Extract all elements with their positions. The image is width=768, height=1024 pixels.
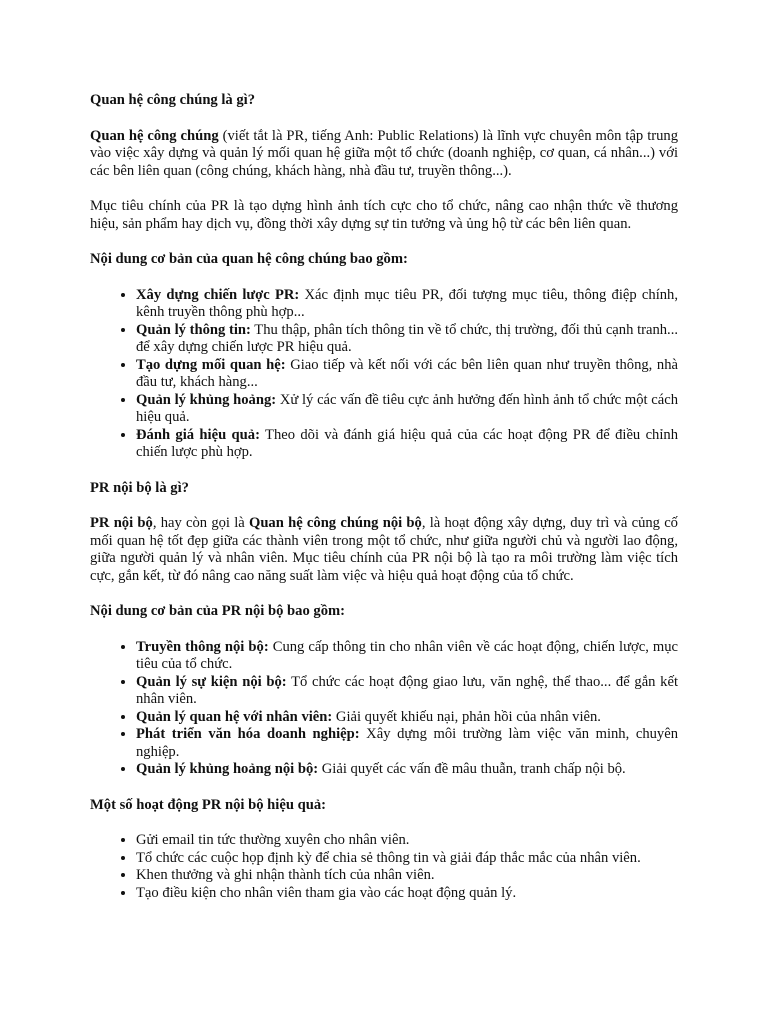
internal-pr-term: PR nội bộ	[90, 515, 153, 531]
list-item-term: Quản lý sự kiện nội bộ:	[136, 673, 287, 690]
list-item	[136, 726, 678, 761]
list-item	[136, 427, 678, 462]
list-item-term: Quản lý thông tin:	[136, 321, 251, 338]
list-item-text: Thu thập, phân tích thông tin về tổ chức, thị trường, đối thủ cạnh tranh... để xây dựng chiến lược PR hiệu quả.	[136, 321, 678, 355]
list-item	[136, 761, 678, 779]
pr-content-list	[90, 287, 678, 462]
list-item	[136, 357, 678, 392]
list-item: • Tạo điều kiện cho nhân viên tham gia vào các hoạt động quản lý.	[136, 885, 678, 903]
heading-pr-content: Nội dung cơ bản của quan hệ công chúng bao gồm:	[90, 251, 408, 267]
pr-goal-paragraph: Mục tiêu chính của PR là tạo dựng hình ảnh tích cực cho tổ chức, nâng cao nhận thức về thương hiệu, sản phẩm hay dịch vụ, đồng thời xây dựng sự tin tưởng và ủng hộ từ các bên liên quan.	[90, 198, 678, 232]
effective-activities-list	[90, 832, 678, 902]
list-item-term: Xây dựng chiến lược PR:	[136, 286, 300, 303]
pr-definition-text: (viết tắt là PR, tiếng Anh: Public Relations) là lĩnh vực chuyên môn tập trung vào việc xây dựng và quản lý mối quan hệ giữa một tổ chức (doanh nghiệp, cơ quan, cá nhân...) với các bên liên quan (công chúng, khách hàng, nhà đầu tư, truyền thông...).	[90, 127, 678, 179]
list-item-term: Phát triển văn hóa doanh nghiệp:	[136, 726, 360, 742]
internal-pr-text-b: , là hoạt động xây dựng, duy trì và củng cố mối quan hệ tốt đẹp giữa các thành viên trong một tổ chức, như giữa người chủ và người lao động, giữa người quản lý và nhân viên. Mục tiêu chính của PR nội bộ là tạo ra môi trường làm việc tích cực, gắn kết, từ đó nâng cao năng suất làm việc và hiệu quả hoạt động của tổ chức.	[90, 515, 678, 584]
list-item-term: Tạo dựng mối quan hệ:	[136, 356, 286, 373]
list-item-text: Giải quyết các vấn đề mâu thuẫn, tranh chấp nội bộ.	[318, 761, 626, 777]
list-item-term: Quản lý quan hệ với nhân viên:	[136, 708, 333, 725]
list-item: • Khen thưởng và ghi nhận thành tích của nhân viên.	[136, 867, 678, 885]
document-content	[90, 92, 678, 902]
list-item: • Gửi email tin tức thường xuyên cho nhân viên.	[136, 832, 678, 850]
list-item-text: Tổ chức các hoạt động giao lưu, văn nghệ, thể thao... để gắn kết nhân viên.	[136, 673, 678, 707]
list-item-text: Cung cấp thông tin cho nhân viên về các hoạt động, chiến lược, mục tiêu của tổ chức.	[136, 638, 679, 672]
list-item-text: Xác định mục tiêu PR, đối tượng mục tiêu, thông điệp chính, kênh truyền thông phù hợp...	[136, 286, 678, 320]
pr-term: Quan hệ công chúng	[90, 127, 219, 144]
list-item	[136, 709, 678, 727]
list-item-term: Truyền thông nội bộ:	[136, 638, 269, 655]
heading-what-is-pr: Quan hệ công chúng là gì?	[90, 92, 256, 108]
list-item-text: Xử lý các vấn đề tiêu cực ảnh hưởng đến hình ảnh tổ chức một cách hiệu quả.	[136, 391, 678, 425]
list-item-term: Đánh giá hiệu quả:	[136, 426, 260, 443]
internal-pr-text-a: , hay còn gọi là	[152, 515, 249, 531]
list-item-term: Quản lý khủng hoảng nội bộ:	[136, 761, 319, 777]
list-item-text: Giao tiếp và kết nối với các bên liên quan như truyền thông, nhà đầu tư, khách hàng...	[136, 356, 678, 390]
list-item	[136, 674, 678, 709]
list-item-text: Theo dõi và đánh giá hiệu quả của các hoạt động PR để điều chỉnh chiến lược phù hợp.	[136, 426, 679, 460]
heading-internal-pr-content: Nội dung cơ bản của PR nội bộ bao gồm:	[90, 603, 346, 619]
list-item	[136, 287, 678, 322]
heading-effective-activities: Một số hoạt động PR nội bộ hiệu quả:	[90, 796, 326, 813]
internal-pr-content-list	[90, 639, 678, 779]
list-item: • Tổ chức các cuộc họp định kỳ để chia sẻ thông tin và giải đáp thắc mắc của nhân viên.	[136, 850, 678, 868]
list-item	[136, 639, 678, 674]
pr-definition-paragraph	[90, 128, 678, 181]
list-item	[136, 322, 678, 357]
list-item-term: Quản lý khủng hoảng:	[136, 391, 277, 408]
list-item-text: Xây dựng môi trường làm việc văn minh, chuyên nghiệp.	[136, 726, 678, 760]
heading-internal-pr: PR nội bộ là gì?	[90, 479, 189, 496]
list-item	[136, 392, 678, 427]
internal-pr-term-full: Quan hệ công chúng nội bộ	[248, 515, 422, 531]
internal-pr-paragraph	[90, 515, 678, 585]
list-item-text: Giải quyết khiếu nại, phản hồi của nhân viên.	[332, 708, 601, 725]
